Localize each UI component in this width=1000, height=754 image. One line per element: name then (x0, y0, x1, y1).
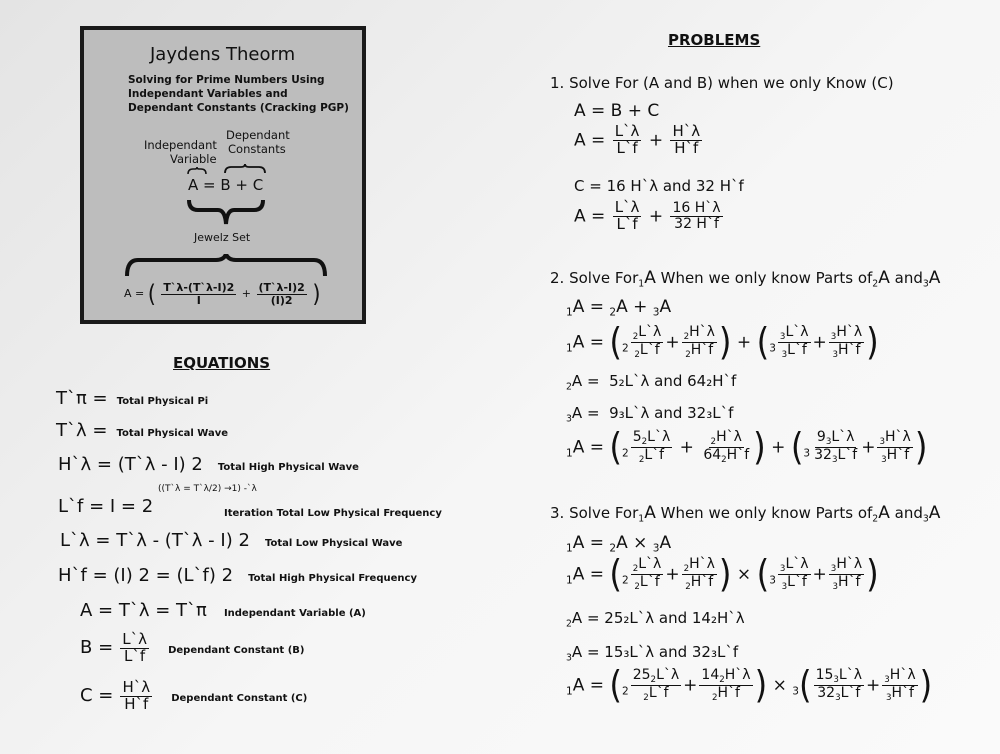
eq-lhs: H`f = (I) 2 = (L`f) 2 (58, 565, 234, 586)
eq-desc: Total Physical Wave (116, 428, 229, 439)
full-eq-lhs: A = (124, 287, 145, 301)
problem-1-line-2 (574, 124, 704, 157)
var-a: A (928, 268, 941, 288)
p3-title-a: 3. Solve For (550, 504, 639, 522)
p2-title-c: and (894, 269, 923, 287)
eq-lhs: A = T`λ = T`π (80, 600, 207, 621)
problem-2-line-4: $_3$A = 9₃L`λ and 32₃L`f (566, 404, 734, 425)
small-brace-bc (224, 164, 266, 174)
eq-frac-num: L`λ (122, 630, 147, 648)
p3-line3-text: 25₂L`λ and 14₂H`λ (604, 609, 745, 627)
full-eq-num-1: T`λ-(T`λ-I)2 (163, 281, 235, 294)
plus-sign: + (648, 206, 664, 227)
eq-desc: Total High Physical Frequency (248, 573, 417, 584)
p1-l2-lhs: A = (574, 130, 606, 151)
eq-desc: Dependant Constant (C) (171, 692, 308, 704)
eq-row-6 (80, 600, 366, 621)
eq-row-2 (58, 454, 359, 475)
problem-1-line-4 (574, 200, 725, 233)
eq-desc: Total High Physical Wave (217, 462, 359, 473)
eq-frac (120, 632, 149, 665)
eq-lhs: T`λ = (56, 420, 108, 441)
independant-label-2: Variable (170, 152, 217, 166)
theorem-main-equation: A = B + C (188, 176, 264, 194)
problem-1-line-3: C = 16 H`λ and 32 H`f (574, 177, 744, 195)
full-eq-paren-open: ( (147, 279, 156, 308)
var-a: A (878, 503, 890, 523)
frac-den: L`f (616, 214, 638, 233)
p2-line4-text: 9₃L`λ and 32₃L`f (609, 404, 734, 422)
eq-row-4 (60, 530, 402, 551)
p1-frac-1 (613, 124, 642, 157)
eq-row-3-exponent: ((T`λ = T`λ/2) →1) -`λ (158, 484, 257, 494)
sub-2: 2 (872, 513, 879, 525)
eq-lhs: L`f = I = 2 (58, 496, 154, 517)
theorem-title: Jaydens Theorm (150, 44, 296, 65)
eq-row-0 (56, 388, 208, 409)
var-a: A (928, 503, 941, 523)
var-a: A (644, 503, 656, 523)
plus-sign: + (241, 287, 251, 301)
jewelz-set-label: Jewelz Set (194, 231, 251, 244)
sub-2: 2 (872, 278, 879, 290)
p3-line4-text: 15₃L`λ and 32₃L`f (604, 643, 739, 661)
eq-row-8 (80, 680, 307, 713)
theorem-full-equation (124, 279, 321, 308)
theorem-subtitle-2: Independant Variables and (128, 88, 288, 100)
sub-3: 3 (922, 278, 929, 290)
full-eq-den-2: (I)2 (270, 293, 293, 307)
p3-title-c: and (894, 504, 923, 522)
eq-lhs: L`λ = T`λ - (T`λ - I) 2 (60, 530, 250, 551)
problem-3-line-1: $_1$A = $_2$A × $_3$A (566, 533, 672, 555)
full-eq-num-2: (T`λ-I)2 (258, 281, 305, 294)
eq-lhs: B = (80, 636, 114, 658)
problem-3-line-4: $_3$A = 15₃L`λ and 32₃L`f (566, 643, 739, 664)
eq-desc: Independant Variable (A) (223, 608, 366, 619)
eq-lhs: T`π = (56, 388, 108, 409)
p2-line3-text: 5₂L`λ and 64₂H`f (609, 372, 737, 390)
problem-2-line-3: $_2$A = 5₂L`λ and 64₂H`f (566, 372, 737, 393)
sub-1: 1 (638, 278, 645, 290)
problem-2-line-2: $_1A = (_2$ $\frac{_2L`\lambda}{_2L`f}$ + $\frac{_2H`\lambda}{_2H`f}$ ) + ($_3$ $\frac{_3L`\lambda}{_3L`f}$ + $\frac{_3H`\lambda}{_3H`f}$ ) (566, 320, 879, 365)
plus-sign: + (648, 130, 664, 151)
frac-den: H`f (674, 138, 699, 157)
theorem-subtitle-3: Dependant Constants (Cracking PGP) (128, 102, 349, 114)
problems-heading: PROBLEMS (668, 31, 761, 49)
theorem-box (80, 26, 366, 324)
eq-row-1 (56, 420, 228, 441)
problem-3-line-2: $_1A = (_2$ $\frac{_2L`\lambda}{_2L`f}$ + $\frac{_2H`\lambda}{_2H`f}$ ) × ($_3$ $\frac{_3L`\lambda}{_3L`f}$ + $\frac{_3H`\lambda}{_3H`f}$ ) (566, 552, 879, 597)
frac-num: H`λ (672, 122, 701, 140)
p1-frac-3 (613, 200, 642, 233)
problem-3-title (550, 503, 940, 524)
sub-1: 1 (638, 513, 645, 525)
eq-row-7 (80, 632, 304, 665)
frac-den: 32 H`f (674, 215, 719, 232)
eq-frac-den: L`f (124, 646, 146, 665)
frac-num: L`λ (614, 198, 640, 216)
p2-title-a: 2. Solve For (550, 269, 639, 287)
problem-2-line-1: $_1$A = $_2$A + $_3$A (566, 297, 672, 319)
problem-1-title: 1. Solve For (A and B) when we only Know (C) (550, 74, 894, 92)
problem-2-title (550, 268, 940, 289)
p1-l4-lhs: A = (574, 206, 606, 227)
p1-frac-4 (670, 201, 722, 231)
problem-3-line-5: $_1A = (_2$ $\frac{25_2L`\lambda}{_2L`f}$ + $\frac{14_2H`\lambda}{_2H`f}$ ) × $_3$( $\frac{15_3L`\lambda}{32_3L`f}$ + $\frac{_3H`\lambda}{_3H`f}$ ) (566, 663, 933, 708)
problem-1-line-1: A = B + C (574, 101, 660, 121)
frac-den: L`f (616, 138, 638, 157)
eq-desc: Total Low Physical Wave (265, 538, 403, 549)
eq-frac-den: H`f (124, 694, 149, 713)
small-brace-a (187, 167, 207, 175)
p3-title-b: When we only know Parts of (660, 504, 873, 522)
p1-frac-2 (670, 124, 702, 157)
dependant-label-1: Dependant (226, 128, 290, 142)
sub-3: 3 (922, 513, 929, 525)
full-eq-paren-close: ) (312, 279, 321, 308)
theorem-subtitle-1: Solving for Prime Numbers Using (128, 74, 325, 86)
eq-frac-num: H`λ (122, 678, 151, 696)
problem-3-line-3: $_2$A = 25₂L`λ and 14₂H`λ (566, 609, 745, 630)
frac-num: L`λ (614, 122, 640, 140)
var-a: A (878, 268, 890, 288)
equations-heading: EQUATIONS (173, 354, 271, 372)
frac-num: 16 H`λ (672, 200, 721, 217)
full-eq-frac-1 (161, 282, 236, 306)
full-eq-frac-2 (257, 282, 307, 306)
problem-2-line-5: $_1A = (_2$ $\frac{5_2L`\lambda}{_2L`f}$ + $\frac{_2H`\lambda}{64_2H`f}$ ) + ($_3$ $\frac{9_3L`\lambda}{32_3L`f}$ + $\frac{_3H`\lambda}{_3H`f}$ ) (566, 425, 928, 470)
dependant-label-2: Constants (228, 142, 286, 156)
independant-label-1: Independant (144, 138, 217, 152)
jewelz-brace (186, 198, 266, 226)
wide-brace (124, 254, 328, 278)
eq-frac (120, 680, 152, 713)
eq-row-5 (58, 565, 417, 586)
eq-lhs: H`λ = (T`λ - I) 2 (58, 454, 203, 475)
eq-desc: Dependant Constant (B) (168, 644, 305, 656)
p2-title-b: When we only know Parts of (660, 269, 873, 287)
eq-row-3-desc: Iteration Total Low Physical Frequency (224, 508, 442, 519)
eq-desc: Total Physical Pi (116, 396, 209, 407)
eq-lhs: C = (80, 684, 114, 706)
eq-row-3 (58, 496, 153, 517)
full-eq-den-1: I (196, 293, 201, 307)
var-a: A (644, 268, 656, 288)
